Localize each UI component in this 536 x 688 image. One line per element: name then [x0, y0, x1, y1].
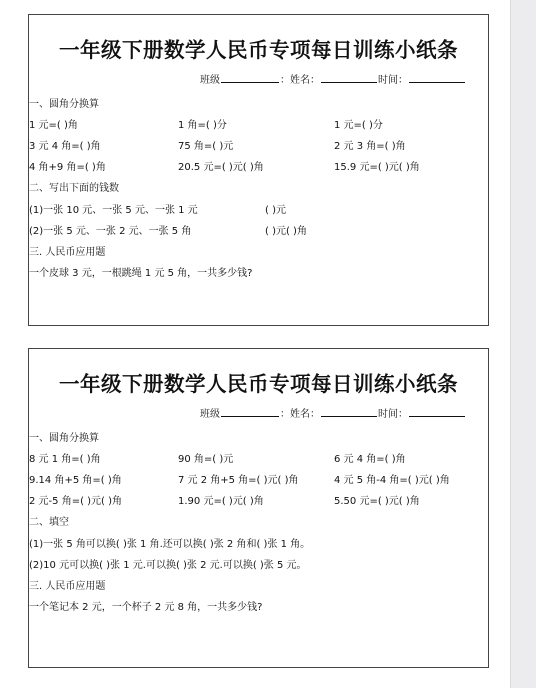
- money-description: (1)一张 10 元、一张 5 元、一张 1 元: [29, 205, 198, 216]
- class-blank: [221, 81, 279, 83]
- worksheet-card-2: [28, 348, 489, 668]
- money-row: [29, 201, 488, 217]
- exercise-item: 9.14 角+5 角=( )角: [29, 475, 122, 486]
- worksheet-title: 一年级下册数学人民币专项每日训练小纸条: [59, 38, 458, 62]
- section-heading: 一、圆角分换算: [29, 99, 99, 110]
- exercise-row: [29, 471, 488, 487]
- exercise-item: 3 元 4 角=( )角: [29, 141, 101, 152]
- exercise-item: 90 角=( )元: [178, 454, 234, 465]
- student-info-line: [200, 71, 466, 86]
- money-row: [29, 222, 488, 238]
- exercise-item: 1.90 元=( )元( )角: [178, 496, 264, 507]
- time-blank: [409, 81, 465, 83]
- exercise-row: [29, 450, 488, 466]
- exercise-item: 4 元 5 角-4 角=( )元( )角: [334, 475, 450, 486]
- exercise-item: 1 元=( )分: [334, 120, 383, 131]
- exercise-item: 1 元=( )角: [29, 120, 78, 131]
- name-blank: [321, 415, 377, 417]
- section-heading: 三. 人民币应用题: [29, 247, 106, 258]
- word-problem: 一个皮球 3 元，一根跳绳 1 元 5 角，一共多少钱?: [29, 268, 253, 279]
- exercise-row: [29, 116, 488, 132]
- section-heading: 二、填空: [29, 517, 69, 528]
- fill-blank-item: (2)10 元可以换( )张 1 元.可以换( )张 2 元.可以换( )张 5 元。: [29, 560, 307, 571]
- money-answer: ( )元: [265, 205, 286, 216]
- exercise-item: 6 元 4 角=( )角: [334, 454, 406, 465]
- exercise-row: [29, 158, 488, 174]
- student-info-line: [200, 405, 466, 420]
- class-label: 班级: [200, 409, 220, 420]
- exercise-item: 4 角+9 角=( )角: [29, 162, 106, 173]
- exercise-item: 15.9 元=( )元( )角: [334, 162, 420, 173]
- viewer-scroll-area[interactable]: [510, 0, 536, 688]
- exercise-item: 2 元-5 角=( )元( )角: [29, 496, 123, 507]
- time-label: 时间：: [378, 409, 408, 420]
- word-problem: 一个笔记本 2 元，一个杯子 2 元 8 角，一共多少钱?: [29, 602, 263, 613]
- worksheet-title: 一年级下册数学人民币专项每日训练小纸条: [59, 372, 458, 396]
- money-answer: ( )元( )角: [265, 226, 307, 237]
- exercise-item: 75 角=( )元: [178, 141, 234, 152]
- time-blank: [409, 415, 465, 417]
- worksheet-card-1: [28, 14, 489, 326]
- section-heading: 一、圆角分换算: [29, 433, 99, 444]
- name-label: ：姓名：: [280, 75, 320, 86]
- section-heading: 二、写出下面的钱数: [29, 183, 119, 194]
- name-label: ：姓名：: [280, 409, 320, 420]
- fill-blank-item: (1)一张 5 角可以换( )张 1 角.还可以换( )张 2 角和( )张 1 角。: [29, 539, 311, 550]
- name-blank: [321, 81, 377, 83]
- class-label: 班级: [200, 75, 220, 86]
- exercise-item: 7 元 2 角+5 角=( )元( )角: [178, 475, 299, 486]
- exercise-row: [29, 137, 488, 153]
- exercise-item: 1 角=( )分: [178, 120, 227, 131]
- section-heading: 三. 人民币应用题: [29, 581, 106, 592]
- exercise-item: 5.50 元=( )元( )角: [334, 496, 420, 507]
- exercise-item: 2 元 3 角=( )角: [334, 141, 406, 152]
- exercise-item: 8 元 1 角=( )角: [29, 454, 101, 465]
- exercise-item: 20.5 元=( )元( )角: [178, 162, 264, 173]
- money-description: (2)一张 5 元、一张 2 元、一张 5 角: [29, 226, 192, 237]
- time-label: 时间：: [378, 75, 408, 86]
- class-blank: [221, 415, 279, 417]
- exercise-row: [29, 492, 488, 508]
